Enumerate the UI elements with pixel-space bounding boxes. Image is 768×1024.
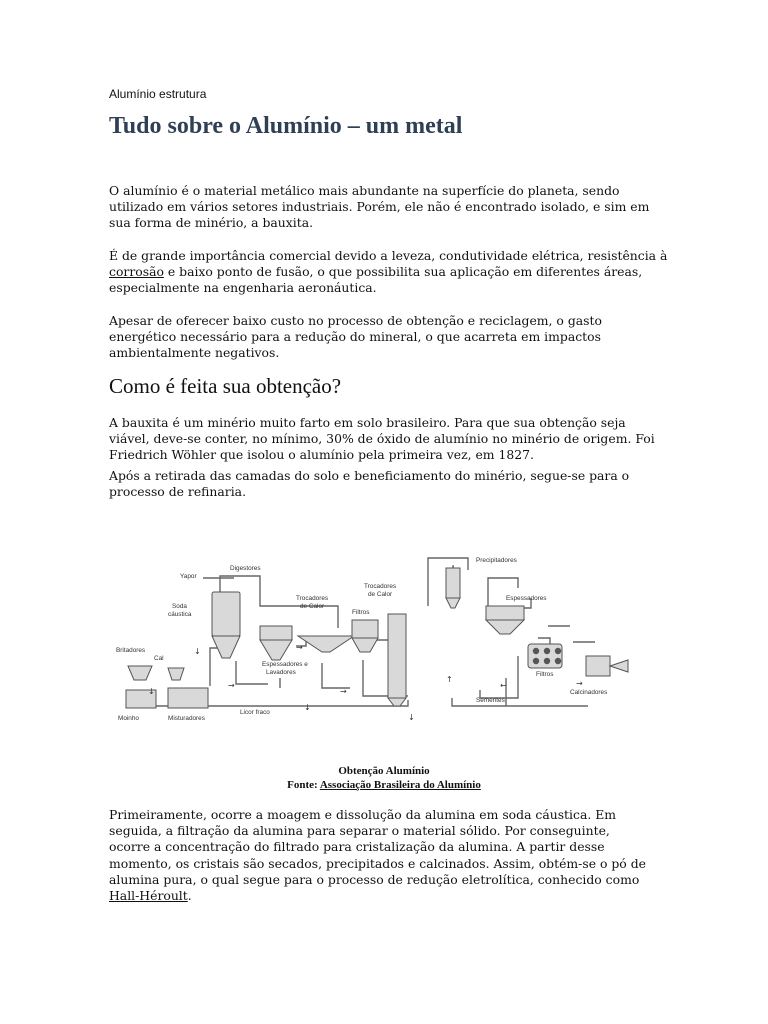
label-de-calor-2: de Calor (368, 591, 393, 598)
intro-paragraph-2 (109, 248, 669, 297)
svg-text:←: ← (500, 681, 507, 690)
document-label: Alumínio estrutura (109, 87, 207, 101)
label-espessadores-e: Espessadores e (262, 661, 308, 668)
label-filtros-1: Filtros (352, 609, 370, 616)
figure-source (0, 779, 768, 791)
corrosao-link[interactable]: corrosão (109, 264, 164, 280)
cal-hopper-shape (168, 668, 184, 680)
label-yapor: Yapor (180, 573, 197, 580)
section-paragraph-1: A bauxita é um minério muito farto em solo brasileiro. Para que sua obtenção seja viável, deve-se conter, no mínimo, 30% de óxido de alumínio no minério de origem. Foi Friedrich Wöhler que isolou o alumínio pela primeira vez, em 1827. (109, 415, 655, 463)
digestores-cone (212, 636, 240, 658)
page-title: Tudo sobre o Alumínio – um metal (109, 113, 463, 139)
column-shape (388, 614, 406, 698)
process-diagram-svg (108, 548, 648, 748)
pipe-trocadores-out (322, 663, 350, 688)
intro-paragraph-1: O alumínio é o material metálico mais abundante na superfície do planeta, sendo utilizado em vários setores industriais. Porém, ele não é encontrado isolado, e sim em sua forma de minério, a bauxita. (109, 183, 650, 231)
label-de-calor-1: de Calor (300, 603, 325, 610)
label-misturadores: Misturadores (168, 715, 205, 722)
label-sementes: Sementes (476, 697, 505, 704)
svg-text:↓: ↓ (148, 687, 155, 696)
label-moinho: Moinho (118, 715, 139, 722)
process-diagram (108, 548, 648, 748)
pipe-right-bottom (452, 698, 588, 706)
label-espessadores: Espessadores (506, 595, 547, 602)
britadores-shape (128, 666, 152, 680)
intro-p2-text-start: É de grande importância comercial devido a leveza, condutividade elétrica, resistência à (109, 248, 668, 263)
espessadores-right-cone (486, 620, 524, 634)
label-britadores: Britadores (116, 647, 146, 654)
filtros-cone (352, 638, 378, 652)
precipitadores-shape (446, 568, 460, 598)
intro-paragraph-3: Apesar de oferecer baixo custo no processo de obtenção e reciclagem, o gasto energético necessário para a redução do mineral, o que acarreta em impactos ambientalmente negativos. (109, 313, 602, 361)
svg-text:↑: ↑ (446, 675, 453, 684)
closing-end: . (187, 888, 192, 904)
column-cone (388, 698, 406, 706)
precipitadores-cone (446, 598, 460, 608)
misturadores-shape (168, 688, 208, 708)
source-link[interactable]: Associação Brasileira do Alumínio (319, 779, 481, 791)
filtros-right-shape (528, 644, 562, 668)
label-calcinadores: Calcinadores (570, 689, 608, 696)
label-filtros-2: Filtros (536, 671, 554, 678)
hall-heroult-link[interactable]: Hall-Héroult (109, 888, 188, 904)
intro-p2-text-end: e baixo ponto de fusão, o que possibilita sua aplicação em diferentes áreas, especialmente na engenharia aeronáutica. (109, 264, 643, 296)
label-trocadores-2: Trocadores (364, 583, 397, 590)
label-digestores: Digestores (230, 565, 261, 572)
pipe-mixer-to-digester (210, 648, 220, 686)
svg-text:↓: ↓ (408, 713, 415, 722)
svg-text:→: → (228, 681, 235, 690)
closing-text: Primeiramente, ocorre a moagem e dissolução da alumina em soda cáustica. Em seguida, a filtração da alumina para separar o material sólido. Por conseguinte, ocorre a concentração do filtrado para cristalização da alumina. A partir desse momento, os cristais são secados, precipitados e calcinados. Assim, obtém-se o pó de alumina pura, o qual segue para o processo de redução eletrolítica, conhecido como (109, 807, 646, 887)
label-licor-fraco: Licor fraco (240, 709, 270, 716)
figure-caption: Obtenção Alumínio (338, 765, 430, 777)
label-cal: Cal (154, 655, 164, 662)
espessadores-lavadores-shape (260, 626, 292, 640)
pipe-precip-bottom (480, 656, 518, 698)
svg-text:↓: ↓ (304, 703, 311, 712)
calcinadores-outlet (610, 660, 628, 672)
svg-text:→: → (296, 643, 303, 652)
label-caustica: cáustica (168, 611, 192, 618)
espessadores-lavadores-cone (260, 640, 292, 660)
espessadores-right-shape (486, 606, 524, 620)
label-soda: Soda (172, 603, 187, 610)
closing-paragraph (109, 807, 649, 904)
label-precipitadores: Precipitadores (476, 557, 517, 564)
svg-text:→: → (340, 687, 347, 696)
filtros-shape (352, 620, 378, 638)
section-paragraph-2: Após a retirada das camadas do solo e beneficiamento do minério, segue-se para o processo de refinaria. (109, 468, 630, 500)
svg-text:↓: ↓ (194, 647, 201, 656)
figure-source-prefix: Fonte: (287, 779, 320, 791)
label-trocadores-1: Trocadores (296, 595, 329, 602)
digestores-shape (212, 592, 240, 636)
section-heading: Como é feita sua obtenção? (109, 374, 342, 398)
label-lavadores: Lavadores (266, 669, 296, 676)
calcinadores-shape (586, 656, 610, 676)
svg-text:→: → (576, 679, 583, 688)
